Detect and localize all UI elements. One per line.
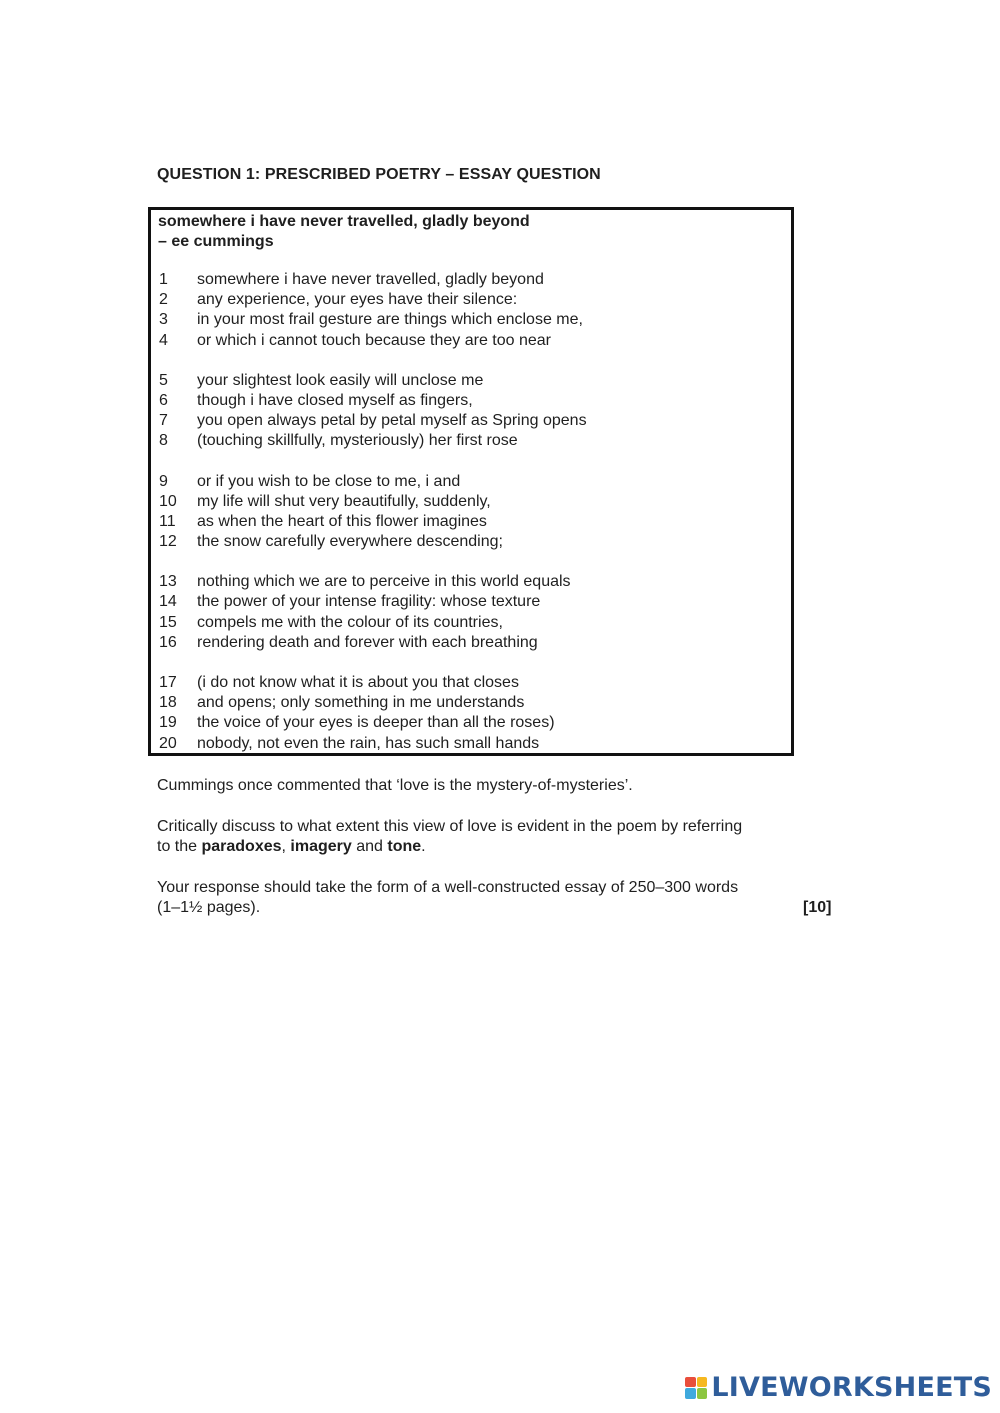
line-number: 6 xyxy=(159,391,168,409)
line-number: 3 xyxy=(159,311,168,329)
poem-line xyxy=(151,310,791,330)
poem-stanza xyxy=(151,371,791,452)
liveworksheets-logo-icon xyxy=(685,1377,707,1399)
poem-line xyxy=(151,431,791,451)
line-text: the snow carefully everywhere descending; xyxy=(197,533,503,551)
line-text: nothing which we are to perceive in this world equals xyxy=(197,573,571,591)
poem-title-block xyxy=(158,212,530,252)
instruction-line-2: to the paradoxes, imagery and tone. xyxy=(157,838,426,855)
line-number: 13 xyxy=(159,573,177,591)
term-tone: tone xyxy=(387,838,422,855)
poem-line xyxy=(151,532,791,552)
poem-title: somewhere i have never travelled, gladly beyond xyxy=(158,213,530,230)
poem-line xyxy=(151,613,791,633)
poem-stanza xyxy=(151,472,791,553)
poem-line xyxy=(151,693,791,713)
line-number: 2 xyxy=(159,291,168,309)
poem-author: – ee cummings xyxy=(158,233,274,250)
line-number: 1 xyxy=(159,271,168,288)
brand-text: LIVEWORKSHEETS xyxy=(711,1372,992,1403)
line-number: 16 xyxy=(159,633,177,651)
poem-line xyxy=(151,492,791,512)
response-paragraph xyxy=(157,878,738,918)
poem-line xyxy=(151,371,791,391)
poem-line xyxy=(151,512,791,532)
response-line-1: Your response should take the form of a well-constructed essay of 250–300 words xyxy=(157,879,739,896)
response-line-2: (1–1½ pages). xyxy=(157,899,261,916)
line-number: 19 xyxy=(159,714,177,732)
poem-line xyxy=(151,472,791,492)
line-text: though i have closed myself as fingers, xyxy=(197,391,473,409)
line-text: in your most frail gesture are things which enclose me, xyxy=(197,311,583,329)
line-number: 14 xyxy=(159,593,177,611)
quote-paragraph: Cummings once commented that ‘love is the mystery-of-mysteries’. xyxy=(157,777,633,794)
line-text: as when the heart of this flower imagines xyxy=(197,512,487,530)
line-number: 17 xyxy=(159,674,177,691)
instruction-line-1: Critically discuss to what extent this view of love is evident in the poem by referring xyxy=(157,818,743,835)
line-text: nobody, not even the rain, has such small hands xyxy=(197,734,540,752)
line-number: 20 xyxy=(159,734,177,752)
line-text: the voice of your eyes is deeper than all the roses) xyxy=(197,714,555,732)
poem-line xyxy=(151,391,791,411)
line-number: 4 xyxy=(159,331,168,349)
poem-line xyxy=(151,592,791,612)
line-number: 5 xyxy=(159,371,168,389)
poem-stanza xyxy=(151,673,791,754)
poem-line xyxy=(151,331,791,351)
line-text: (touching skillfully, mysteriously) her first rose xyxy=(197,432,518,450)
line-number: 7 xyxy=(159,412,168,430)
poem-box xyxy=(148,207,794,756)
line-number: 9 xyxy=(159,472,168,490)
poem-stanza xyxy=(151,572,791,653)
instruction-paragraph xyxy=(157,817,742,857)
line-text: and opens; only something in me understands xyxy=(197,694,525,712)
line-text: the power of your intense fragility: whose texture xyxy=(197,593,541,611)
line-text: you open always petal by petal myself as Spring opens xyxy=(197,412,587,430)
line-text: rendering death and forever with each breathing xyxy=(197,633,538,651)
term-imagery: imagery xyxy=(290,838,352,855)
line-number: 18 xyxy=(159,694,177,712)
poem-line xyxy=(151,633,791,653)
question-heading: QUESTION 1: PRESCRIBED POETRY – ESSAY QUESTION xyxy=(157,166,601,183)
line-text: compels me with the colour of its countries, xyxy=(197,613,503,631)
poem-line xyxy=(151,734,791,754)
poem-line xyxy=(151,673,791,693)
line-number: 12 xyxy=(159,533,177,551)
line-text: any experience, your eyes have their silence: xyxy=(197,291,518,309)
line-number: 15 xyxy=(159,613,177,631)
poem-line xyxy=(151,713,791,733)
poem-line xyxy=(151,290,791,310)
line-text: or if you wish to be close to me, i and xyxy=(197,472,461,490)
poem-stanza xyxy=(151,270,791,351)
poem-line xyxy=(151,572,791,592)
line-text: my life will shut very beautifully, suddenly, xyxy=(197,492,491,510)
term-paradoxes: paradoxes xyxy=(201,838,282,855)
poem-line xyxy=(151,270,791,290)
line-text: (i do not know what it is about you that closes xyxy=(197,674,519,691)
line-text: or which i cannot touch because they are too near xyxy=(197,331,551,349)
poem-line xyxy=(151,411,791,431)
liveworksheets-brand xyxy=(685,1372,992,1403)
line-text: your slightest look easily will unclose me xyxy=(197,371,484,389)
line-number: 10 xyxy=(159,492,177,510)
poem-lines xyxy=(151,270,791,774)
line-text: somewhere i have never travelled, gladly beyond xyxy=(197,271,544,288)
marks-label: [10] xyxy=(803,899,832,916)
line-number: 8 xyxy=(159,432,168,450)
line-number: 11 xyxy=(159,512,176,530)
